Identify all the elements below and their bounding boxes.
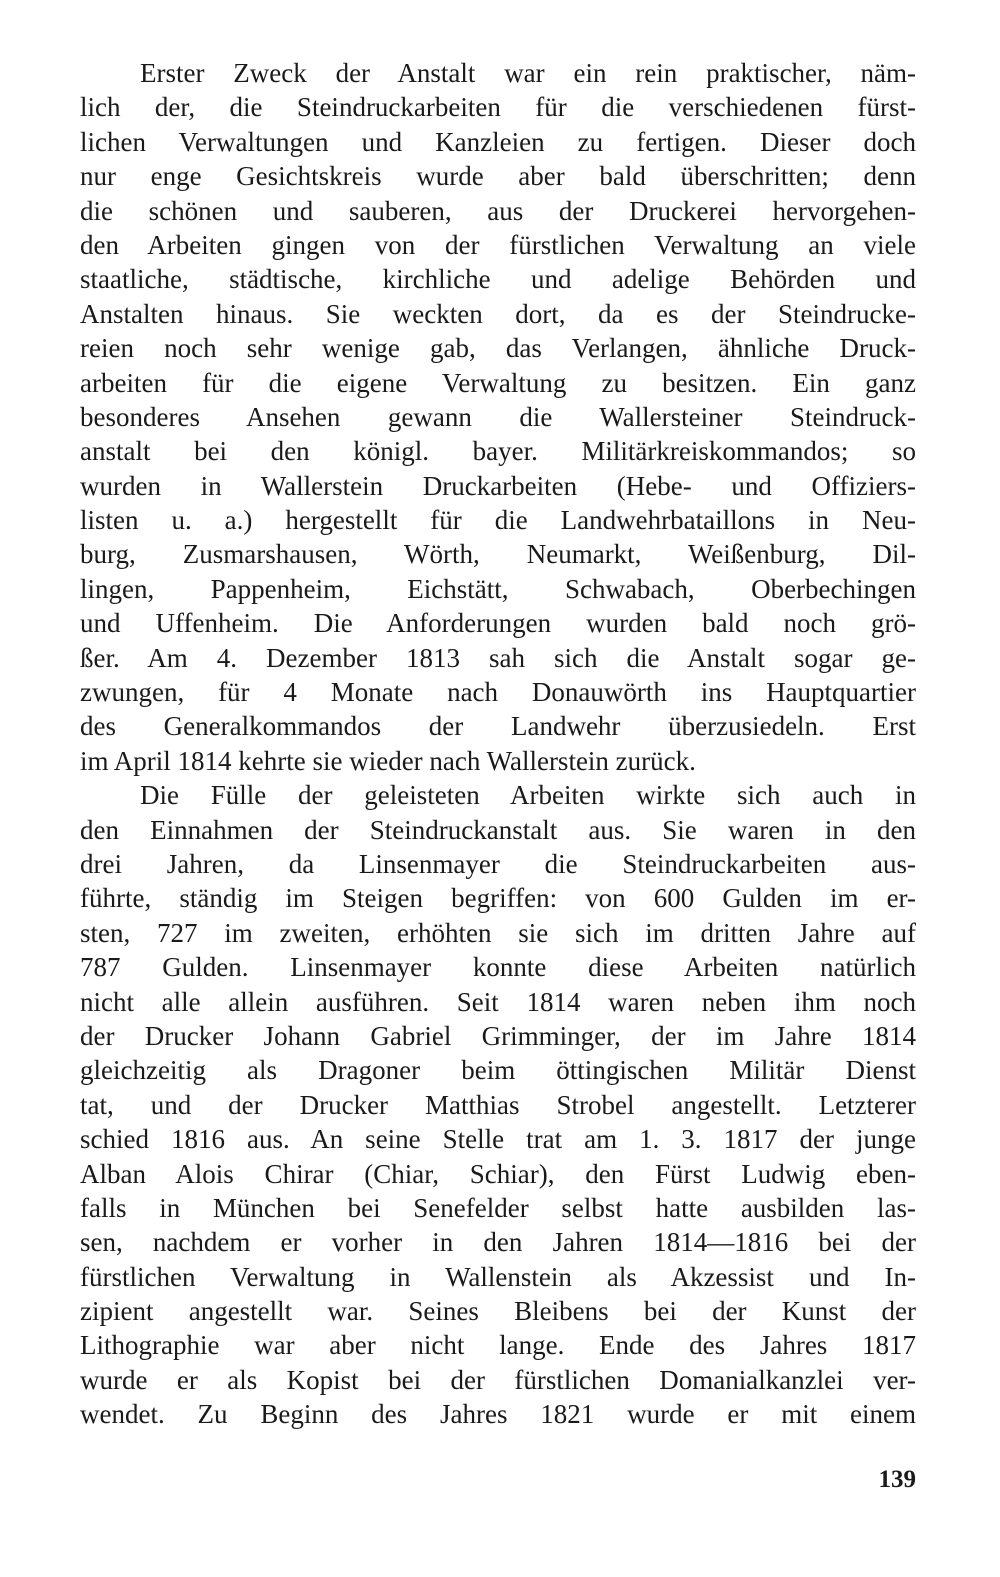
text-line: führte, ständig im Steigen begriffen: von 600 Gulden im er- (80, 883, 916, 914)
text-line: staatliche, städtische, kirchliche und adelige Behörden und (80, 264, 916, 295)
text-line: und Uffenheim. Die Anforderungen wurden bald noch grö- (80, 608, 916, 639)
text-line: reien noch sehr wenige gab, das Verlangen, ähnliche Druck- (80, 333, 916, 364)
text-line: sten, 727 im zweiten, erhöhten sie sich im dritten Jahre auf (80, 917, 916, 948)
text-line: schied 1816 aus. An seine Stelle trat am 1. 3. 1817 der junge (80, 1124, 916, 1155)
text-line: arbeiten für die eigene Verwaltung zu besitzen. Ein ganz (80, 367, 916, 398)
text-line: die schönen und sauberen, aus der Druckerei hervorgehen- (80, 195, 916, 226)
page-number: 139 (878, 1466, 916, 1493)
text-line: Anstalten hinaus. Sie weckten dort, da es der Steindrucke- (80, 298, 916, 329)
text-line: gleichzeitig als Dragoner beim öttingischen Militär Dienst (80, 1055, 916, 1086)
text-line: zwungen, für 4 Monate nach Donauwörth ins Hauptquartier (80, 677, 916, 708)
text-line: wurde er als Kopist bei der fürstlichen Domanialkanzlei ver- (80, 1364, 916, 1395)
text-line: Alban Alois Chirar (Chiar, Schiar), den Fürst Ludwig eben- (80, 1158, 916, 1189)
text-line: Erster Zweck der Anstalt war ein rein praktischer, näm- (140, 58, 916, 88)
text-line: zipient angestellt war. Seines Bleibens bei der Kunst der (80, 1296, 916, 1327)
text-line: listen u. a.) hergestellt für die Landwehrbataillons in Neu- (80, 505, 916, 536)
text-line: burg, Zusmarshausen, Wörth, Neumarkt, Weißenburg, Dil- (80, 539, 916, 570)
text-line: drei Jahren, da Linsenmayer die Steindruckarbeiten aus- (80, 848, 916, 879)
paragraph (80, 778, 916, 1431)
text-line: lingen, Pappenheim, Eichstätt, Schwabach, Oberbechingen (80, 573, 916, 604)
body-text (80, 56, 916, 1432)
text-line: wendet. Zu Beginn des Jahres 1821 wurde er mit einem (80, 1399, 916, 1430)
text-line: den Einnahmen der Steindruckanstalt aus. Sie waren in den (80, 814, 916, 845)
text-line: Lithographie war aber nicht lange. Ende des Jahres 1817 (80, 1330, 916, 1361)
text-line: falls in München bei Senefelder selbst hatte ausbilden las- (80, 1192, 916, 1223)
text-line: sen, nachdem er vorher in den Jahren 1814—1816 bei der (80, 1227, 916, 1258)
text-line: nicht alle allein ausführen. Seit 1814 waren neben ihm noch (80, 986, 916, 1017)
text-line: den Arbeiten gingen von der fürstlichen Verwaltung an viele (80, 229, 916, 260)
paragraph (80, 56, 916, 778)
text-line: im April 1814 kehrte sie wieder nach Wallerstein zurück. (80, 745, 696, 776)
text-line: tat, und der Drucker Matthias Strobel angestellt. Letzterer (80, 1089, 916, 1120)
text-line: wurden in Wallerstein Druckarbeiten (Hebe- und Offiziers- (80, 470, 916, 501)
text-line: besonderes Ansehen gewann die Wallersteiner Steindruck- (80, 401, 916, 432)
text-line: Die Fülle der geleisteten Arbeiten wirkte sich auch in (140, 780, 916, 811)
text-line: 787 Gulden. Linsenmayer konnte diese Arbeiten natürlich (80, 952, 916, 983)
text-line: lich der, die Steindruckarbeiten für die verschiedenen fürst- (80, 92, 916, 123)
text-line: lichen Verwaltungen und Kanzleien zu fertigen. Dieser doch (80, 126, 916, 157)
text-line: anstalt bei den königl. bayer. Militärkreiskommandos; so (80, 436, 916, 467)
text-line: des Generalkommandos der Landwehr überzusiedeln. Erst (80, 711, 916, 742)
text-line: der Drucker Johann Gabriel Grimminger, der im Jahre 1814 (80, 1020, 916, 1051)
text-line: ßer. Am 4. Dezember 1813 sah sich die Anstalt sogar ge- (80, 642, 916, 673)
text-line: nur enge Gesichtskreis wurde aber bald überschritten; denn (80, 161, 916, 192)
text-line: fürstlichen Verwaltung in Wallenstein als Akzessist und In- (80, 1261, 916, 1292)
